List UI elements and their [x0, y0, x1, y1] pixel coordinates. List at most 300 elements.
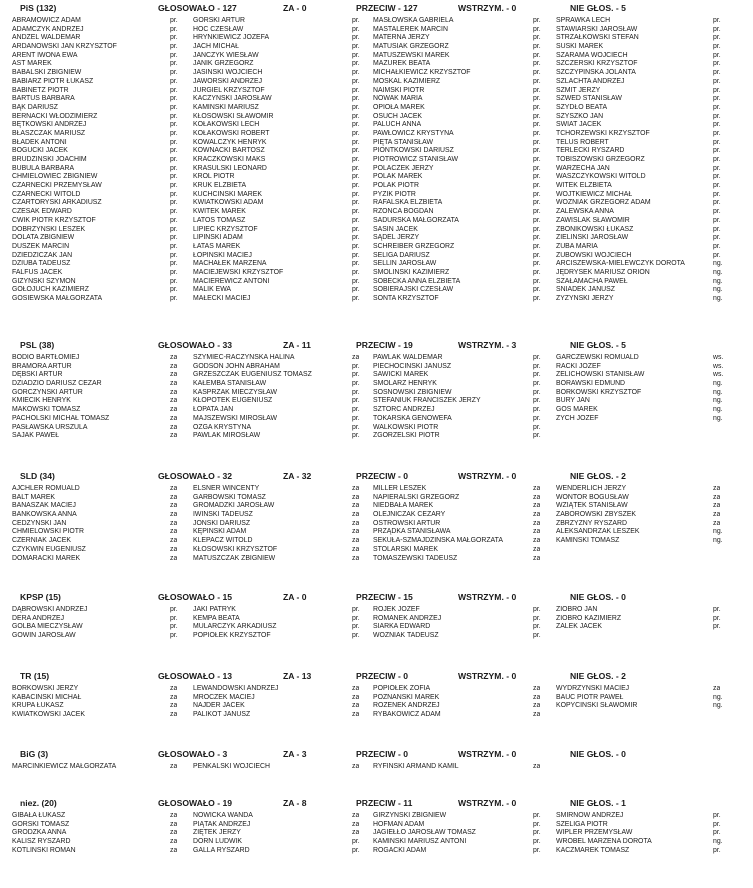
member-name: LIPIŃSKI ADAM [193, 234, 243, 242]
member-name: ABRAMOWICZ ADAM [12, 17, 81, 24]
member-name: NAIMSKI PIOTR [373, 86, 425, 94]
member-name: JACH MICHAŁ [193, 43, 239, 51]
member-name: WOŹNIAK TADEUSZ [373, 632, 439, 640]
member-vote: za [170, 423, 178, 431]
member-row [0, 208, 753, 217]
member-vote: pr. [352, 25, 360, 33]
member-vote: za [170, 362, 178, 370]
member-rows [0, 485, 753, 563]
member-name: PYZIK PIOTR [373, 190, 416, 198]
member-name: PRZĄDKA STANISŁAWA [373, 528, 451, 536]
member-vote: pr. [713, 129, 721, 137]
member-name: PIOTROWICZ STANISŁAW [373, 156, 458, 163]
member-row [0, 528, 753, 537]
member-name: SZTORC ANDRZEJ [373, 406, 435, 414]
member-name: OLEJNICZAK CEZARY [373, 511, 446, 519]
member-vote: pr. [170, 208, 178, 216]
member-vote: pr. [352, 388, 360, 396]
przeciw-count: PRZECIW - 127 [356, 3, 418, 13]
member-vote: pr. [533, 277, 541, 285]
member-name: WOJTKIEWICZ MICHAŁ [556, 190, 633, 198]
member-name: PIĘTA STANISŁAW [373, 138, 433, 146]
member-vote: pr. [170, 51, 178, 59]
nie-glos-count: NIE GŁOS. - 2 [570, 671, 626, 681]
member-row [0, 199, 753, 208]
member-rows [0, 763, 753, 772]
member-name: BABINETZ PIOTR [12, 86, 69, 94]
member-vote: ng. [713, 406, 723, 414]
member-vote: pr. [533, 623, 541, 631]
member-vote: pr. [713, 164, 721, 172]
member-vote: pr. [533, 406, 541, 414]
member-name: DĘBSKI ARTUR [12, 371, 63, 379]
member-vote: pr. [713, 95, 721, 103]
member-vote: za [170, 502, 178, 510]
member-vote: za [352, 493, 360, 501]
member-name: LEWANDOWSKI ANDRZEJ [193, 685, 279, 692]
member-name: SUSKI MAREK [556, 43, 604, 51]
member-vote: za [170, 397, 178, 405]
member-name: DERA ANDRZEJ [12, 614, 65, 622]
club-section [0, 749, 753, 772]
member-vote: za [533, 711, 541, 719]
member-name: ZELICHOWSKI STANISŁAW [556, 371, 645, 379]
member-name: KOWNACKI BARTOSZ [193, 147, 265, 155]
member-vote: pr. [533, 69, 541, 77]
member-row [0, 60, 753, 69]
member-vote: pr. [170, 225, 178, 233]
member-vote: pr. [170, 25, 178, 33]
member-rows [0, 812, 753, 855]
przeciw-count: PRZECIW - 0 [356, 671, 409, 681]
member-vote: za [170, 838, 178, 846]
member-rows [0, 685, 753, 720]
member-name: KACZYŃSKI JAROSŁAW [193, 95, 272, 103]
member-name: POZNAŃSKI MAREK [373, 693, 440, 701]
member-name: SELLIN JAROSŁAW [373, 260, 437, 268]
member-vote: pr. [352, 182, 360, 190]
member-name: MATERNA JERZY [373, 34, 430, 42]
member-name: ŁOPIŃSKI MACIEJ [193, 251, 252, 259]
member-name: BODIO BARTŁOMIEJ [12, 354, 80, 361]
member-vote: pr. [533, 25, 541, 33]
member-name: RACKI JÓZEF [556, 362, 601, 370]
member-name: STRZAŁKOWSKI STEFAN [556, 34, 639, 42]
member-row [0, 269, 753, 278]
nie-glos-count: NIE GŁOS. - 0 [570, 592, 626, 602]
member-vote: pr. [533, 371, 541, 379]
member-name: KOTLIŃSKI ROMAN [12, 846, 76, 854]
member-row [0, 165, 753, 174]
member-vote: pr. [352, 432, 360, 440]
member-vote: za [170, 693, 178, 701]
member-name: SOBECKA ANNA ELŻBIETA [373, 277, 461, 285]
member-vote: pr. [713, 43, 721, 51]
member-vote: pr. [352, 846, 360, 854]
member-name: ROJEK JÓZEF [373, 606, 420, 613]
member-name: RYFIŃSKI ARMAND KAMIL [373, 763, 459, 770]
member-vote: pr. [352, 234, 360, 242]
member-vote: za [713, 511, 721, 519]
member-name: DOBRZYŃSKI LESZEK [12, 225, 86, 233]
member-row [0, 217, 753, 226]
member-vote: pr. [352, 251, 360, 259]
member-name: OPIOŁA MAREK [373, 103, 425, 111]
member-vote: pr. [170, 606, 178, 613]
wstrzym-count: WSTRZYM. - 0 [458, 798, 517, 808]
member-vote: pr. [533, 632, 541, 640]
member-name: ZIĘTEK JERZY [193, 829, 241, 837]
member-name: JANIK GRZEGORZ [193, 60, 254, 68]
member-row [0, 147, 753, 156]
member-vote: pr. [713, 77, 721, 85]
member-vote: pr. [533, 414, 541, 422]
member-name: GODSON JOHN ABRAHAM [193, 362, 280, 370]
member-vote: za [170, 528, 178, 536]
member-vote: za [533, 763, 541, 770]
member-name: KOŁAKOWSKI LECH [193, 121, 260, 129]
member-vote: pr. [352, 295, 360, 302]
member-name: DOLATA ZBIGNIEW [12, 234, 75, 242]
przeciw-count: PRZECIW - 0 [356, 471, 409, 481]
member-name: KUCHCIŃSKI MAREK [193, 190, 262, 198]
member-vote: za [170, 511, 178, 519]
member-name: SAWICKI MAREK [373, 371, 429, 379]
member-vote: za [713, 685, 721, 692]
member-vote: za [170, 493, 178, 501]
member-vote: pr. [352, 121, 360, 129]
club-header [0, 749, 753, 763]
member-vote: pr. [533, 51, 541, 59]
member-name: KŁOSOWSKI KRZYSZTOF [193, 545, 278, 553]
member-row [0, 821, 753, 830]
club-section [0, 3, 753, 304]
member-name: GIŻYŃSKI SZYMON [12, 277, 76, 285]
member-name: HOFMAN ADAM [373, 820, 425, 828]
member-vote: pr. [170, 112, 178, 120]
member-vote: pr. [352, 156, 360, 163]
member-vote: za [170, 380, 178, 388]
nie-glos-count: NIE GŁOS. - 2 [570, 471, 626, 481]
member-vote: pr. [533, 846, 541, 854]
member-name: BŁASZCZAK MARIUSZ [12, 129, 86, 137]
member-vote: za [170, 846, 178, 854]
member-vote: pr. [170, 129, 178, 137]
member-name: KASPRZAK MIECZYSŁAW [193, 388, 277, 396]
member-name: BURY JAN [556, 397, 590, 405]
member-name: SPRAWKA LECH [556, 17, 611, 24]
member-vote: pr. [533, 354, 541, 361]
member-name: DĄBROWSKI ANDRZEJ [12, 606, 88, 613]
member-row [0, 104, 753, 113]
member-name: MAKOWSKI TOMASZ [12, 406, 81, 414]
member-name: MATUSZCZAK ZBIGNIEW [193, 554, 276, 562]
member-vote: ng. [713, 528, 723, 536]
member-vote: pr. [533, 260, 541, 268]
member-name: ZUBA MARIA [556, 242, 598, 250]
member-vote: ng. [713, 380, 723, 388]
member-name: MAJSZEWSKI MIROSŁAW [193, 414, 277, 422]
member-name: JURGIEL KRZYSZTOF [193, 86, 265, 94]
member-vote: pr. [170, 632, 178, 640]
member-vote: pr. [170, 251, 178, 259]
member-row [0, 295, 753, 304]
member-name: BARTUŚ BARBARA [12, 95, 75, 103]
nie-glos-count: NIE GŁOS. - 1 [570, 798, 626, 808]
member-vote: pr. [713, 234, 721, 242]
member-row [0, 694, 753, 703]
member-name: PAWŁOWICZ KRYSTYNA [373, 129, 454, 137]
club-name: BiG (3) [20, 749, 49, 759]
member-vote: za [170, 406, 178, 414]
member-vote: pr. [170, 234, 178, 242]
member-name: KRÓL PIOTR [193, 173, 235, 181]
member-name: TERLECKI RYSZARD [556, 147, 625, 155]
member-vote: pr. [352, 112, 360, 120]
member-row [0, 182, 753, 191]
member-name: SCHREIBER GRZEGORZ [373, 242, 455, 250]
member-name: KRUPA ŁUKASZ [12, 702, 64, 710]
member-vote: pr. [533, 606, 541, 613]
member-name: LIPIEC KRZYSZTOF [193, 225, 258, 233]
member-vote: za [352, 519, 360, 527]
przeciw-count: PRZECIW - 11 [356, 798, 413, 808]
member-name: POLAK MAREK [373, 173, 423, 181]
member-vote: pr. [533, 388, 541, 396]
member-name: SZARAMA WOJCIECH [556, 51, 628, 59]
member-vote: pr. [713, 25, 721, 33]
member-name: KACZMAREK TOMASZ [556, 846, 630, 854]
member-name: WIPLER PRZEMYSŁAW [556, 829, 633, 837]
member-name: STOLARSKI MAREK [373, 545, 438, 553]
member-vote: pr. [533, 129, 541, 137]
member-vote: pr. [352, 199, 360, 207]
member-name: JAWORSKI ANDRZEJ [193, 77, 263, 85]
member-vote: pr. [713, 242, 721, 250]
member-vote: za [170, 485, 178, 492]
member-name: TOBISZOWSKI GRZEGORZ [556, 156, 645, 163]
member-vote: pr. [533, 112, 541, 120]
wstrzym-count: WSTRZYM. - 3 [458, 340, 517, 350]
wstrzym-count: WSTRZYM. - 0 [458, 749, 517, 759]
member-name: KOPYCIŃSKI SŁAWOMIR [556, 702, 638, 710]
nie-glos-count: NIE GŁOS. - 5 [570, 340, 626, 350]
member-vote: pr. [533, 242, 541, 250]
member-name: WYDRZYŃSKI MACIEJ [556, 685, 630, 692]
voted-count: GŁOSOWAŁO - 32 [158, 471, 233, 481]
member-name: SOŃTA KRZYSZTOF [373, 295, 439, 302]
member-vote: pr. [533, 121, 541, 129]
member-name: CZARNECKI PRZEMYSŁAW [12, 182, 102, 190]
member-row [0, 34, 753, 43]
member-vote: za [352, 812, 360, 819]
member-name: OSTROWSKI ARTUR [373, 519, 441, 527]
member-vote: za [352, 537, 360, 545]
member-vote: za [170, 519, 178, 527]
member-vote: pr. [352, 286, 360, 294]
member-vote: pr. [533, 208, 541, 216]
member-name: POPIOŁEK ZOFIA [373, 685, 431, 692]
member-name: CZARTORYSKI ARKADIUSZ [12, 199, 102, 207]
member-row [0, 95, 753, 104]
nie-glos-count: NIE GŁOS. - 0 [570, 749, 626, 759]
member-row [0, 606, 753, 615]
member-name: SASIN JACEK [373, 225, 418, 233]
member-vote: pr. [713, 17, 721, 24]
member-vote: pr. [533, 164, 541, 172]
member-row [0, 286, 753, 295]
member-name: RAFALSKA ELŻBIETA [373, 199, 443, 207]
member-row [0, 537, 753, 546]
member-name: GARBOWSKI TOMASZ [193, 493, 266, 501]
member-name: KRACZKOWSKI MAKS [193, 156, 266, 163]
member-vote: pr. [170, 60, 178, 68]
member-vote: za [533, 493, 541, 501]
member-vote: za [170, 414, 178, 422]
member-name: ROGACKI ADAM [373, 846, 427, 854]
member-name: BANASZAK MACIEJ [12, 502, 76, 510]
za-count: ZA - 13 [283, 671, 312, 681]
member-vote: za [170, 554, 178, 562]
member-name: ZGORZELSKI PIOTR [373, 432, 440, 440]
member-name: WITEK ELŻBIETA [556, 182, 612, 190]
nie-glos-count: NIE GŁOS. - 5 [570, 3, 626, 13]
member-name: KOŁAKOWSKI ROBERT [193, 129, 270, 137]
member-name: PAWLAK WALDEMAR [373, 354, 443, 361]
member-vote: pr. [170, 43, 178, 51]
member-name: CZARNECKI WITOLD [12, 190, 81, 198]
member-vote: pr. [533, 286, 541, 294]
member-name: ŚWIAT JACEK [556, 121, 602, 129]
member-name: ZAWIŚLAK SŁAWOMIR [556, 216, 630, 224]
member-name: ZBRZYZNY RYSZARD [556, 519, 627, 527]
member-name: AST MAREK [12, 60, 52, 68]
member-name: SZLACHTA ANDRZEJ [556, 77, 625, 85]
member-row [0, 555, 753, 564]
member-row [0, 812, 753, 821]
club-name: PiS (132) [20, 3, 57, 13]
member-name: KAMIŃSKI TOMASZ [556, 537, 620, 545]
member-vote: pr. [352, 414, 360, 422]
member-row [0, 389, 753, 398]
member-vote: pr. [713, 623, 721, 631]
member-name: GOLBA MIECZYSŁAW [12, 623, 83, 631]
member-name: DZIADZIO DARIUSZ CEZAR [12, 380, 102, 388]
member-name: SMOLIŃSKI KAZIMIERZ [373, 268, 450, 276]
member-vote: pr. [533, 820, 541, 828]
member-vote: pr. [533, 423, 541, 431]
member-vote: pr. [352, 606, 360, 613]
member-name: KWIATKOWSKI ADAM [193, 199, 264, 207]
member-name: MATUSZEWSKI MAREK [373, 51, 450, 59]
member-row [0, 226, 753, 235]
member-vote: pr. [170, 164, 178, 172]
member-vote: pr. [352, 225, 360, 233]
member-vote: pr. [170, 614, 178, 622]
member-vote: pr. [352, 138, 360, 146]
member-vote: za [170, 685, 178, 692]
member-vote: za [713, 502, 721, 510]
member-vote: pr. [533, 838, 541, 846]
member-name: GRODZKA ANNA [12, 829, 67, 837]
member-vote: pr. [713, 225, 721, 233]
member-vote: pr. [170, 190, 178, 198]
member-vote: pr. [170, 138, 178, 146]
member-name: GOS MAREK [556, 406, 598, 414]
member-name: SZELIGA PIOTR [556, 820, 608, 828]
member-name: GALLA RYSZARD [193, 846, 250, 854]
member-vote: pr. [170, 34, 178, 42]
member-vote: pr. [533, 190, 541, 198]
member-row [0, 69, 753, 78]
member-name: KOWALCZYK HENRYK [193, 138, 267, 146]
member-row [0, 711, 753, 720]
member-name: LATOS TOMASZ [193, 216, 246, 224]
member-vote: pr. [533, 432, 541, 440]
member-name: ROZENEK ANDRZEJ [373, 702, 440, 710]
member-name: MACIEJEWSKI KRZYSZTOF [193, 268, 284, 276]
member-vote: pr. [352, 397, 360, 405]
member-name: PACHOLSKI MICHAŁ TOMASZ [12, 414, 110, 422]
voted-count: GŁOSOWAŁO - 3 [158, 749, 228, 759]
member-vote: pr. [170, 17, 178, 24]
member-vote: pr. [533, 147, 541, 155]
member-name: TELUS ROBERT [556, 138, 609, 146]
member-name: KEMPA BEATA [193, 614, 240, 622]
member-row [0, 415, 753, 424]
member-vote: za [170, 354, 178, 361]
member-row [0, 546, 753, 555]
member-name: POLACZEK JERZY [373, 164, 434, 172]
member-vote: pr. [170, 86, 178, 94]
member-vote: pr. [352, 86, 360, 94]
member-vote: za [352, 702, 360, 710]
member-row [0, 485, 753, 494]
member-vote: pr. [713, 86, 721, 94]
member-vote: pr. [352, 77, 360, 85]
member-name: BORKOWSKI JERZY [12, 685, 79, 692]
club-name: PSL (38) [20, 340, 55, 350]
member-name: GROMADZKI JAROSŁAW [193, 502, 275, 510]
za-count: ZA - 11 [283, 340, 311, 350]
za-count: ZA - 0 [283, 592, 307, 602]
member-name: KRUK ELŻBIETA [193, 182, 247, 190]
member-name: ARENT IWONA EWA [12, 51, 78, 59]
member-vote: pr. [713, 182, 721, 190]
member-vote: pr. [533, 156, 541, 163]
member-vote: za [352, 711, 360, 719]
member-vote: za [533, 702, 541, 710]
member-vote: pr. [713, 34, 721, 42]
member-name: BUBULA BARBARA [12, 164, 75, 172]
member-vote: pr. [533, 380, 541, 388]
member-vote: pr. [352, 277, 360, 285]
member-vote: za [352, 820, 360, 828]
member-vote: pr. [170, 260, 178, 268]
member-row [0, 252, 753, 261]
member-name: ZBONIKOWSKI ŁUKASZ [556, 225, 634, 233]
member-name: SOSNOWSKI ZBIGNIEW [373, 388, 452, 396]
member-vote: pr. [713, 156, 721, 163]
member-vote: za [352, 528, 360, 536]
member-name: MICHAŁKIEWICZ KRZYSZTOF [373, 69, 471, 77]
member-name: JĘDRYSEK MARIUSZ ORION [556, 268, 650, 276]
member-name: PASŁAWSKA URSZULA [12, 423, 88, 431]
member-name: ELSNER WINCENTY [193, 485, 260, 492]
member-name: KLEPACZ WITOLD [193, 537, 253, 545]
member-name: BABIARZ PIOTR ŁUKASZ [12, 77, 94, 85]
member-row [0, 847, 753, 856]
